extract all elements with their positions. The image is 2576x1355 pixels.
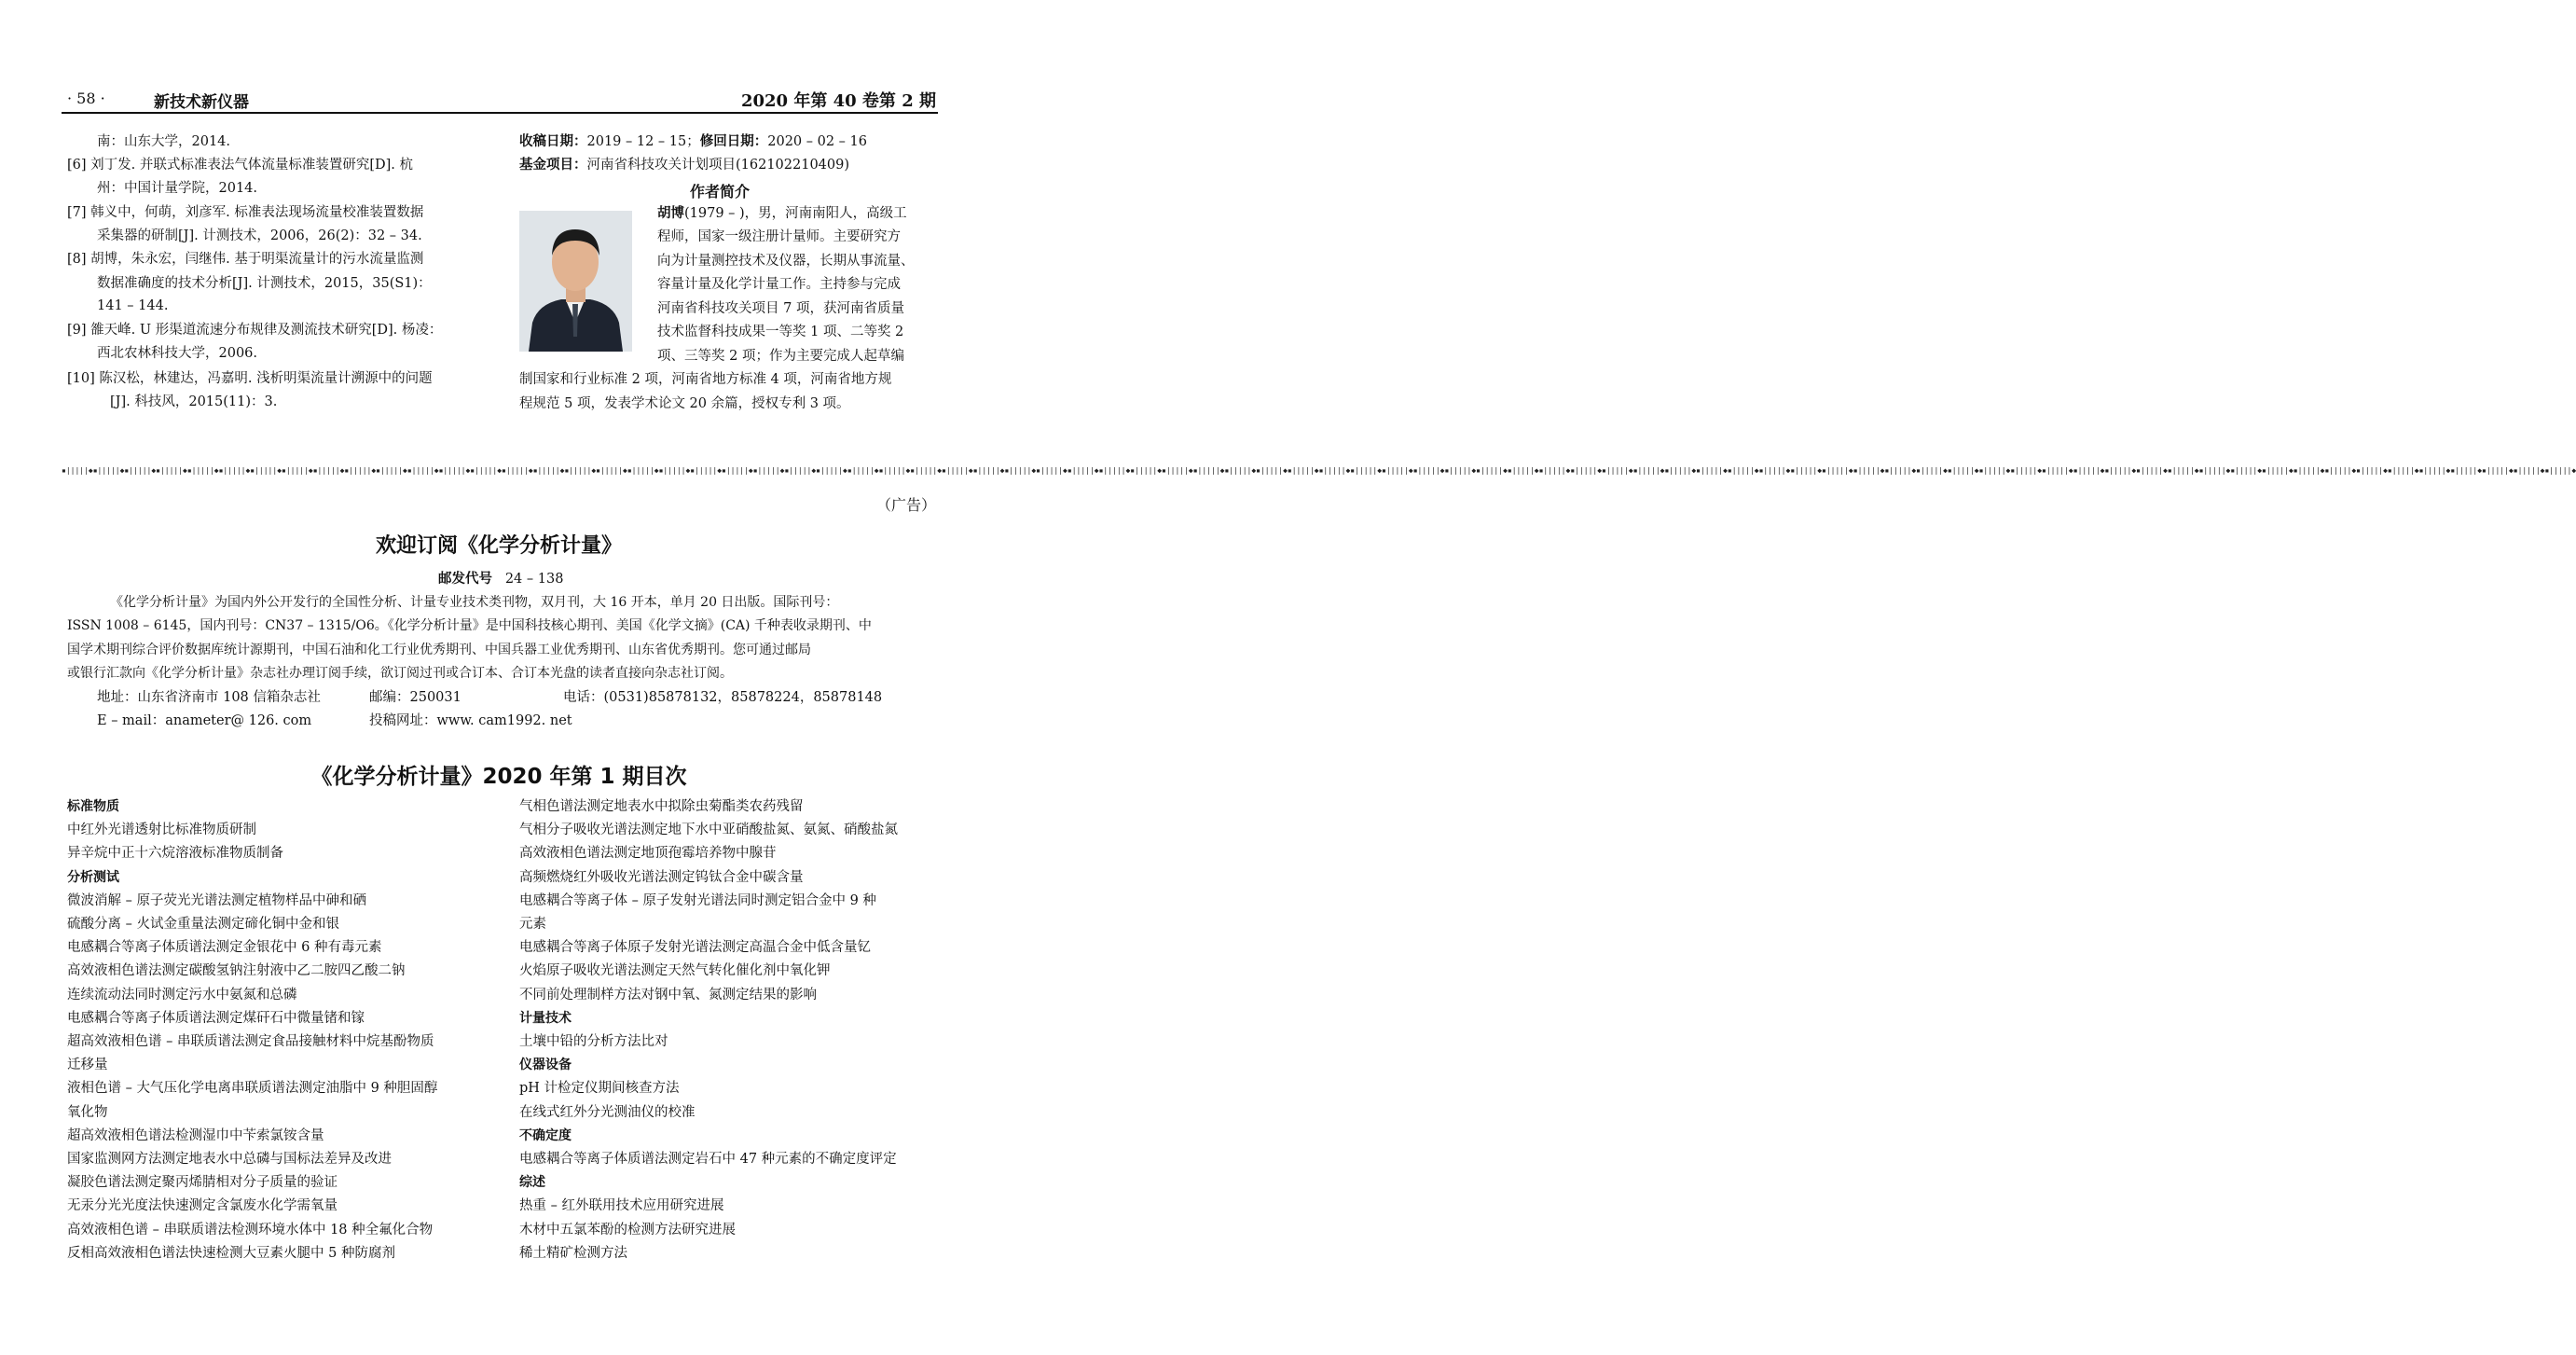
toc-entry: 氧化物: [67, 1104, 108, 1120]
toc-entry: 高效液相色谱法测定地顶孢霉培养物中腺苷: [519, 846, 777, 862]
toc-entry: 木材中五氯苯酚的检测方法研究进展: [519, 1222, 736, 1237]
toc-entry: 无汞分光光度法快速测定含氯废水化学需氧量: [67, 1198, 337, 1214]
ad-tag: （广告）: [875, 496, 936, 514]
reference-line: 141 – 144.: [97, 298, 169, 313]
postal-code: 24 – 138: [504, 572, 564, 587]
portrait-image: [519, 211, 632, 352]
toc-entry: 电感耦合等离子体质谱法测定煤矸石中微量锗和镓: [67, 1010, 365, 1026]
toc-entry: 连续流动法同时测定污水中氨氮和总磷: [67, 987, 297, 1002]
author-bio-line: 程师，国家一级注册计量师。主要研究方: [657, 229, 901, 244]
toc-section-heading: 仪器设备: [519, 1058, 572, 1073]
toc-entry: 气相分子吸收光谱法测定地下水中亚硝酸盐氮、氨氮、硝酸盐氮: [519, 823, 898, 838]
ad-body-line: 《化学分析计量》为国内外公开发行的全国性分析、计量专业技术类刊物，双月刊，大 16 开本，单月 20 日出版。国际刊号：: [110, 595, 839, 610]
toc-entry: 硫酸分离 – 火试金重量法测定碲化铜中金和银: [67, 917, 339, 932]
toc-title: 《化学分析计量》2020 年第 1 期目次: [310, 765, 687, 789]
header-rule: [62, 112, 938, 114]
toc-entry: 微波消解 – 原子荧光光谱法测定植物样品中砷和硒: [67, 892, 366, 908]
reference-line: 西北农林科技大学，2006.: [97, 346, 258, 361]
author-name: 胡博: [657, 206, 684, 221]
author-bio-line: 制国家和行业标准 2 项，河南省地方标准 4 项，河南省地方规: [519, 372, 892, 387]
author-bio-line: 向为计量测控技术及仪器，长期从事流量、: [657, 254, 915, 269]
toc-section-heading: 标准物质: [67, 799, 119, 814]
reference-line: [6] 刘丁发. 并联式标准表法气体流量标准装置研究[D]. 杭: [67, 158, 414, 173]
toc-entry: 不同前处理制样方法对钢中氧、氮测定结果的影响: [519, 987, 817, 1002]
toc-entry: 电感耦合等离子体 – 原子发射光谱法同时测定铝合金中 9 种: [519, 892, 876, 908]
issue-info: 2020 年第 40 卷第 2 期: [740, 91, 936, 111]
ad-email: E – mail：anameter@ 126. com: [97, 713, 312, 728]
ad-address: 地址：山东省济南市 108 信箱杂志社: [97, 690, 321, 705]
toc-entry: 凝胶色谱法测定聚丙烯腈相对分子质量的验证: [67, 1175, 337, 1191]
toc-entry: 液相色谱 – 大气压化学电离串联质谱法测定油脂中 9 种胆固醇: [67, 1081, 438, 1097]
toc-entry: 反相高效液相色谱法快速检测大豆素火腿中 5 种防腐剂: [67, 1245, 395, 1261]
revised-label: 修回日期：: [699, 134, 768, 149]
reference-line: 州：中国计量学院，2014.: [97, 181, 258, 196]
author-bio-line-1: [657, 204, 907, 223]
toc-entry: 在线式红外分光测油仪的校准: [519, 1104, 696, 1120]
toc-entry: 稀土精矿检测方法: [519, 1245, 627, 1261]
divider-pattern: ▪|||||◆▪|||||◆▪|||||◆▪|||||◆▪|||||◆▪|||||◆▪|||||◆▪|||||◆▪|||||◆▪|||||◆▪|||||◆▪|||||◆▪|||||◆▪|||||◆▪|||||◆▪|||||◆▪|||||◆▪|||||◆▪|||||◆▪|||||◆▪|||||◆▪|||||◆▪|||||◆▪|||||◆▪|||||◆▪|||||◆▪|||||◆▪|||||◆▪|||||◆▪|||||◆▪|||||◆▪|||||◆▪|||||◆▪|||||◆▪|||||◆▪|||||◆▪|||||◆▪|||||◆▪|||||◆▪|||||◆▪|||||◆▪|||||◆▪|||||◆▪|||||◆▪|||||◆▪|||||◆▪|||||◆▪|||||◆▪|||||◆▪|||||◆▪|||||◆▪|||||◆▪|||||◆▪|||||◆▪|||||◆▪|||||◆▪|||||◆▪|||||◆▪|||||◆▪|||||◆▪|||||◆▪|||||◆▪|||||◆▪|||||◆▪|||||◆▪|||||◆▪|||||◆▪|||||◆▪|||||◆▪|||||◆▪|||||◆▪|||||◆▪|||||◆▪|||||◆▪|||||◆▪|||||◆▪|||||◆▪|||||◆▪|||||◆▪|||||◆: [62, 466, 2576, 475]
toc-entry: 土壤中铅的分析方法比对: [519, 1034, 668, 1049]
toc-entry: 中红外光谱透射比标准物质研制: [67, 823, 256, 838]
author-photo: [519, 211, 632, 352]
received-date: [519, 132, 867, 151]
ad-body-line: 国学术期刊综合评价数据库统计源期刊，中国石油和化工行业优秀期刊、中国兵器工业优秀期刊、山东省优秀期刊。您可通过邮局: [67, 643, 811, 657]
toc-entry: 高频燃烧红外吸收光谱法测定钨钛合金中碳含量: [519, 869, 804, 885]
toc-section-heading: 不确定度: [519, 1127, 572, 1143]
reference-line: [J]. 科技风，2015(11)：3.: [110, 394, 278, 409]
toc-entry: 电感耦合等离子体质谱法测定金银花中 6 种有毒元素: [67, 940, 382, 956]
revised-value: 2020 – 02 – 16: [767, 134, 867, 149]
author-bio-line: 河南省科技攻关项目 7 项，获河南省质量: [657, 301, 904, 316]
author-bio-line: 项、三等奖 2 项；作为主要完成人起草编: [657, 349, 904, 364]
ad-body-line: ISSN 1008 – 6145，国内刊号：CN37 – 1315/O6。《化学分析计量》是中国科技核心期刊、美国《化学文摘》(CA) 千种表收录期刊、中: [67, 618, 872, 633]
author-bio-line: 容量计量及化学计量工作。主持参与完成: [657, 277, 901, 292]
author-bio-text: (1979 – )，男，河南南阳人，高级工: [684, 206, 907, 221]
author-heading: 作者简介: [690, 183, 751, 200]
postal-code-line: [438, 570, 563, 588]
toc-entry: 气相色谱法测定地表水中拟除虫菊酯类农药残留: [519, 799, 804, 814]
received-value: 2019 – 12 – 15；: [586, 134, 700, 149]
ad-title: 欢迎订阅《化学分析计量》: [375, 534, 622, 558]
reference-line: 采集器的研制[J]. 计测技术，2006，26(2)：32 – 34.: [97, 228, 422, 243]
toc-entry: 火焰原子吸收光谱法测定天然气转化催化剂中氧化钾: [519, 963, 831, 979]
toc-entry: 国家监测网方法测定地表水中总磷与国标法差异及改进: [67, 1152, 392, 1167]
toc-entry: 高效液相色谱 – 串联质谱法检测环境水体中 18 种全氟化合物: [67, 1222, 434, 1237]
toc-entry: 迁移量: [67, 1058, 108, 1073]
reference-line: [7] 韩义中，何萌，刘彦军. 标准表法现场流量校准装置数据: [67, 205, 424, 220]
toc-entry: 电感耦合等离子体原子发射光谱法测定高温合金中低含量钇: [519, 940, 871, 956]
fund-value: 河南省科技攻关计划项目(162102210409): [586, 158, 850, 173]
toc-section-heading: 综述: [519, 1175, 545, 1191]
toc-entry: 元素: [519, 917, 546, 932]
ad-body-line: 或银行汇款向《化学分析计量》杂志社办理订阅手续，欲订阅过刊或合订本、合订本光盘的读者直接向杂志社订阅。: [67, 666, 733, 681]
toc-entry: 电感耦合等离子体质谱法测定岩石中 47 种元素的不确定度评定: [519, 1152, 897, 1167]
toc-section-heading: 计量技术: [519, 1010, 572, 1026]
toc-entry: 热重 – 红外联用技术应用研究进展: [519, 1198, 724, 1214]
toc-entry: 超高效液相色谱法检测湿巾中苄索氯铵含量: [67, 1127, 324, 1143]
fund-label: 基金项目：: [519, 158, 587, 173]
reference-line: [8] 胡博，朱永宏，闫继伟. 基于明渠流量计的污水流量监测: [67, 252, 424, 267]
toc-entry: 超高效液相色谱 – 串联质谱法测定食品接触材料中烷基酚物质: [67, 1034, 434, 1049]
ad-phone: 电话：(0531)85878132，85878224，85878148: [563, 690, 883, 705]
toc-entry: 高效液相色谱法测定碳酸氢钠注射液中乙二胺四乙酸二钠: [67, 963, 406, 979]
page-number: · 58 ·: [67, 90, 105, 107]
author-bio-line: 程规范 5 项，发表学术论文 20 余篇，授权专利 3 项。: [519, 396, 850, 411]
postal-label: 邮发代号: [438, 572, 492, 587]
ad-website: 投稿网址：www. cam1992. net: [369, 713, 572, 728]
toc-entry: 异辛烷中正十六烷溶液标准物质制备: [67, 846, 283, 862]
fund-project: [519, 156, 849, 174]
reference-line: [9] 雒天峰. U 形渠道流速分布规律及测流技术研究[D]. 杨凌：: [67, 323, 443, 338]
received-label: 收稿日期：: [519, 134, 587, 149]
toc-entry: pH 计检定仪期间核查方法: [519, 1081, 680, 1097]
journal-name: 新技术新仪器: [154, 93, 249, 112]
reference-line: 南：山东大学，2014.: [97, 134, 231, 149]
author-bio-line: 技术监督科技成果一等奖 1 项、二等奖 2: [657, 325, 904, 339]
reference-line: 数据准确度的技术分析[J]. 计测技术，2015，35(S1)：: [97, 276, 432, 291]
toc-section-heading: 分析测试: [67, 869, 119, 885]
ad-zip: 邮编：250031: [369, 690, 461, 705]
reference-line: [10] 陈汉松，林建达，冯嘉明. 浅析明渠流量计溯源中的问题: [67, 371, 433, 386]
section-divider: [62, 466, 2576, 475]
